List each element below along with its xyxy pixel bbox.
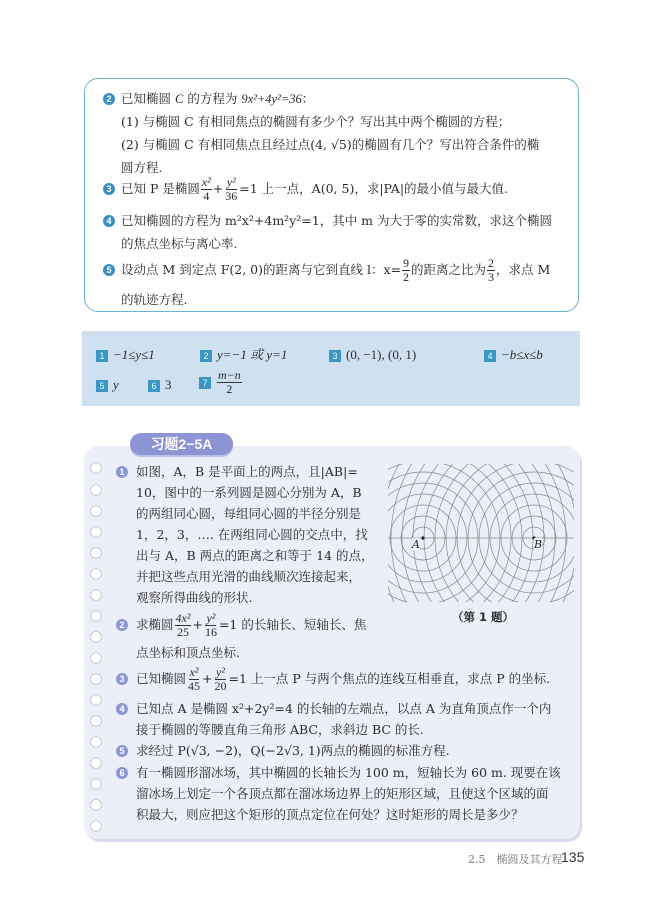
problem-1: 1 如图，A，B 是平面上的两点，且|AB|= 10，图中的一系列圆是圆心分别为 A，B 的两组同心圆，每组同心圆的半径分别是 1，2，3，…. 在两组同心圆的交点中，找 出与 A，B 两点的距离之和等于 14 的点， 并把这些点用光滑的曲线顺次连接起来， 观察所得曲线的形状. [116, 462, 386, 608]
hole-icon [90, 631, 102, 643]
answer-key-band [82, 331, 580, 406]
concentric-circles-diagram [384, 460, 584, 610]
hole-icon [90, 589, 102, 601]
hole-icon [90, 505, 102, 517]
fraction: $\frac{9}{2}$ [403, 256, 409, 284]
question-5: 5 设动点 M 到定点 F(2, 0)的距离与它到直线 l：x= $\frac{9}{2}$ 的距离之比为 $\frac{2}{3}$ ，求点 M 的轨迹方程. [103, 257, 550, 310]
fraction: $\frac{m-n}{2}$ [218, 368, 241, 396]
answer-number: 3 [329, 350, 341, 362]
hole-icon [90, 799, 102, 811]
hole-icon [90, 652, 102, 664]
answer-3: 3 (0, −1), (0, 1) [329, 347, 416, 363]
answer-6: 6 3 [148, 377, 172, 393]
hole-icon [90, 715, 102, 727]
problem-number-badge: 3 [116, 673, 128, 685]
hole-icon [90, 547, 102, 559]
problem-4: 4 已知点 A 是椭圆 x²+2y²=4 的长轴的左端点，以点 A 为直角顶点作一个内 接于椭圆的等腰直角三角形 ABC，求斜边 BC 的长. [116, 699, 551, 740]
hole-icon [90, 736, 102, 748]
question-2: 2 已知椭圆 C 的方程为 9x²+4y²=36： (1) 与椭圆 C 有相同焦点的椭圆有多少个？写出其中两个椭圆的方程； (2) 与椭圆 C 有相同焦点且经过点(4, √5)的椭圆有几个？写出符合条件的椭 圆方程. [103, 89, 539, 178]
hole-icon [90, 820, 102, 832]
answer-5: 5 y [96, 377, 119, 393]
answer-4: 4 −b≤x≤b [484, 347, 543, 363]
answer-number: 6 [148, 380, 160, 392]
exercise-tab-label: 习题2−5A [130, 433, 233, 455]
point-a-label: A [412, 538, 420, 551]
hole-icon [90, 757, 102, 769]
question-2-part-1: (1) 与椭圆 C 有相同焦点的椭圆有多少个？写出其中两个椭圆的方程； [121, 114, 511, 129]
problem-number-badge: 2 [116, 619, 128, 631]
problem-2: 2 求椭圆 $\frac{\text{4x²}}{25}$ + $\frac{\text{y²}}{16}$ =1 的长轴长、短轴长、焦 点坐标和顶点坐标. [116, 612, 366, 663]
question-2-part-2: (2) 与椭圆 C 有相同焦点且经过点(4, √5)的椭圆有几个？写出符合条件的椭 [121, 137, 540, 152]
fraction: $\frac{2}{3}$ [488, 256, 495, 284]
answer-number: 7 [199, 377, 211, 389]
question-number-badge: 4 [103, 215, 115, 227]
question-number-badge: 3 [103, 183, 115, 195]
answer-number: 2 [200, 350, 212, 362]
problem-5: 5 求经过 P(√3, −2)，Q(−2√3, 1)两点的椭圆的标准方程. [116, 741, 450, 761]
problem-number-badge: 5 [116, 745, 128, 757]
page-number: 135 [561, 849, 585, 865]
fraction: $\frac{\text{x²}}{45}$ [188, 665, 201, 693]
problem-number-badge: 6 [116, 767, 128, 779]
answer-number: 4 [484, 350, 496, 362]
answer-number: 1 [96, 350, 108, 362]
answer-1: 1 −1≤y≤1 [96, 347, 155, 363]
problem-6: 6 有一椭圆形溜冰场，其中椭圆的长轴长为 100 m，短轴长为 60 m. 现要在该 溜冰场上划定一个各顶点都在溜冰场边界上的矩形区域，且使这个区域的面 积最大，则应把这个矩形的顶点定位在何处？这时矩形的周长是多少？ [116, 763, 561, 825]
hole-icon [90, 610, 102, 622]
answer-2: 2 y=−1 或 y=1 [200, 347, 287, 363]
question-2-part-2-cont: 圆方程. [121, 160, 163, 175]
problem-number-badge: 1 [116, 466, 128, 478]
hole-icon [90, 484, 102, 496]
concentric-circles-figure [384, 460, 584, 630]
question-number-badge: 5 [103, 264, 115, 276]
figure-caption: （第 1 题） [452, 610, 515, 624]
fraction: $\frac{\text{4x²}}{25}$ [175, 611, 191, 639]
question-3: 3 已知 P 是椭圆 $\frac{\text{x²}}{4}$ + $\frac{\text{y²}}{36}$ =1 上一点，A(0, 5)，求|PA|的最小值与最大值. [103, 176, 508, 203]
hole-icon [90, 673, 102, 685]
hole-icon [90, 526, 102, 538]
problem-number-badge: 4 [116, 703, 128, 715]
answer-number: 5 [96, 380, 108, 392]
review-questions-box [84, 78, 579, 312]
question-4: 4 已知椭圆的方程为 m²x²+4m²y²=1，其中 m 为大于零的实常数，求这个椭圆 的焦点坐标与离心率. [103, 211, 552, 254]
hole-icon [90, 462, 102, 474]
fraction: $\frac{\text{x²}}{4}$ [201, 175, 211, 203]
hole-icon [90, 694, 102, 706]
fraction: $\frac{\text{y²}}{16}$ [204, 611, 217, 639]
hole-icon [90, 568, 102, 580]
hole-icon [90, 778, 102, 790]
question-number-badge: 2 [103, 93, 115, 105]
section-footer: 2.5 椭圆及其方程 [468, 853, 563, 866]
point-b-label: B [534, 538, 543, 551]
fraction: $\frac{\text{y²}}{20}$ [214, 665, 227, 693]
problem-3: 3 已知椭圆 $\frac{\text{x²}}{45}$ + $\frac{\text{y²}}{20}$ =1 上一点 P 与两个焦点的连线互相垂直，求点 P 的坐标. [116, 666, 550, 693]
fraction: $\frac{\text{y²}}{36}$ [225, 175, 238, 203]
answer-7 [199, 369, 243, 396]
